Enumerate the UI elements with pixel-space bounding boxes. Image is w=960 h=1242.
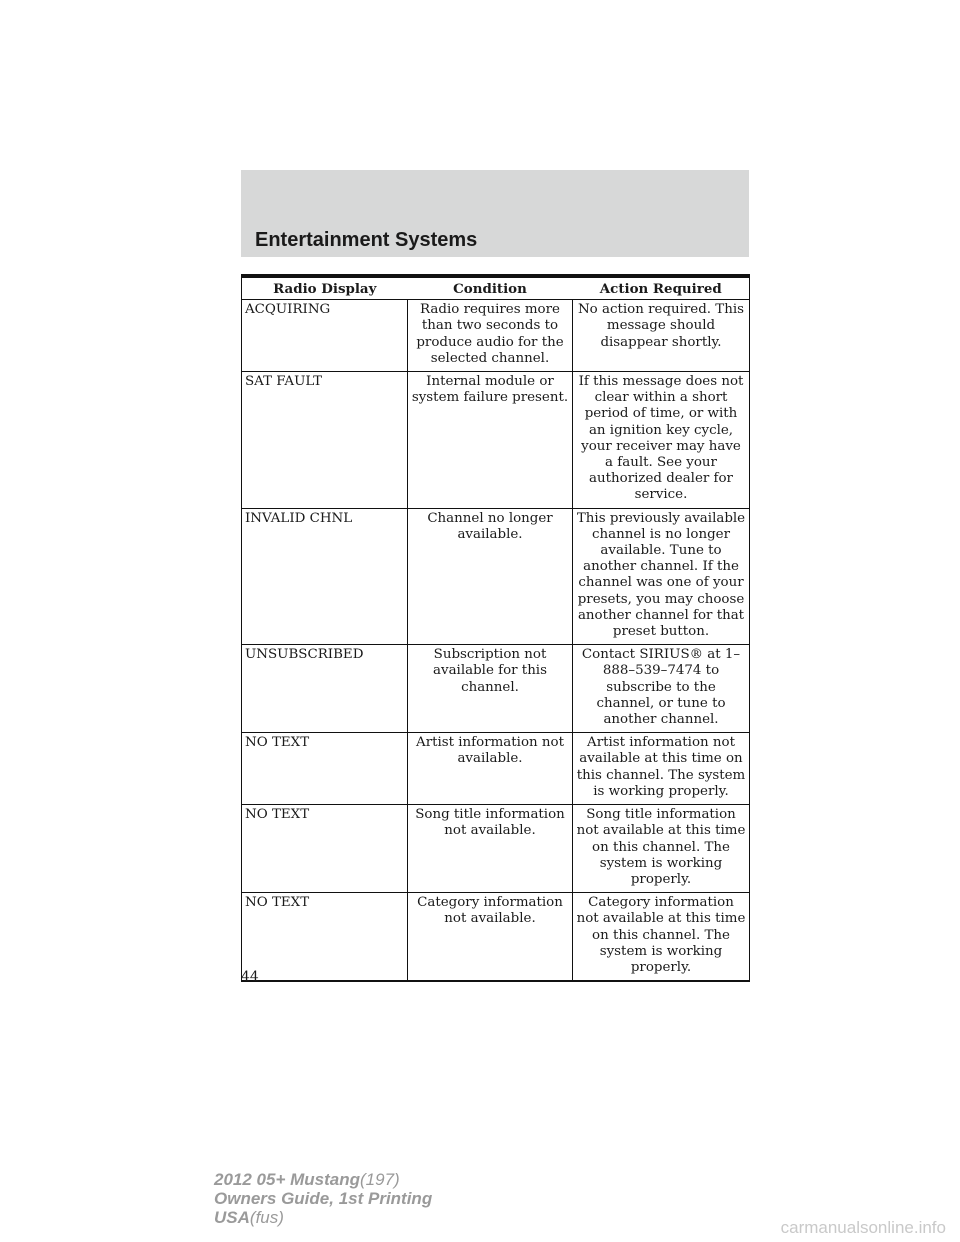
action-cell: Artist information not available at this time on this channel. The system is working properly.: [573, 733, 750, 805]
condition-cell: Song title information not available.: [408, 805, 573, 893]
page-number: 44: [241, 969, 259, 985]
table-row: [242, 372, 750, 509]
radio-display-cell: ACQUIRING: [242, 300, 408, 372]
footer-printing: Owners Guide, 1st Printing: [214, 1189, 433, 1208]
section-title: Entertainment Systems: [255, 229, 478, 251]
table-row: [242, 733, 750, 805]
footer-model: 2012 05+ Mustang: [214, 1170, 360, 1189]
footer-model-code: (197): [360, 1170, 400, 1189]
column-header-condition: Condition: [408, 276, 573, 300]
footer-line-region: [214, 1208, 432, 1227]
table-row: [242, 805, 750, 893]
table-header-row: [242, 276, 750, 300]
footer-line-model: [214, 1170, 432, 1189]
column-header-radio-display: Radio Display: [242, 276, 408, 300]
condition-cell: Artist information not available.: [408, 733, 573, 805]
print-footer: [214, 1170, 432, 1227]
footer-region-code: (fus): [249, 1208, 284, 1227]
radio-display-cell: NO TEXT: [242, 893, 408, 982]
radio-display-cell: UNSUBSCRIBED: [242, 645, 408, 733]
condition-cell: Channel no longer available.: [408, 508, 573, 645]
radio-display-cell: NO TEXT: [242, 805, 408, 893]
table-row: [242, 893, 750, 982]
condition-cell: Category information not available.: [408, 893, 573, 982]
action-cell: Song title information not available at this time on this channel. The system is working properly.: [573, 805, 750, 893]
action-cell: No action required. This message should disappear shortly.: [573, 300, 750, 372]
action-cell: Category information not available at this time on this channel. The system is working properly.: [573, 893, 750, 982]
condition-cell: Internal module or system failure present.: [408, 372, 573, 509]
action-cell: Contact SIRIUS® at 1–888–539–7474 to subscribe to the channel, or tune to another channel.: [573, 645, 750, 733]
radio-display-cell: NO TEXT: [242, 733, 408, 805]
table-row: [242, 645, 750, 733]
radio-display-cell: SAT FAULT: [242, 372, 408, 509]
radio-display-table: [241, 274, 750, 982]
table-row: [242, 300, 750, 372]
radio-display-cell: INVALID CHNL: [242, 508, 408, 645]
column-header-action-required: Action Required: [573, 276, 750, 300]
action-cell: If this message does not clear within a short period of time, or with an ignition key cycle, your receiver may have a fault. See your authorized dealer for service.: [573, 372, 750, 509]
action-cell: This previously available channel is no longer available. Tune to another channel. If the channel was one of your presets, you may choose another channel for that preset button.: [573, 508, 750, 645]
condition-cell: Subscription not available for this channel.: [408, 645, 573, 733]
footer-region: USA: [214, 1208, 250, 1227]
table-row: [242, 508, 750, 645]
watermark-text: carmanualsonline.info: [780, 1218, 946, 1237]
condition-cell: Radio requires more than two seconds to produce audio for the selected channel.: [408, 300, 573, 372]
